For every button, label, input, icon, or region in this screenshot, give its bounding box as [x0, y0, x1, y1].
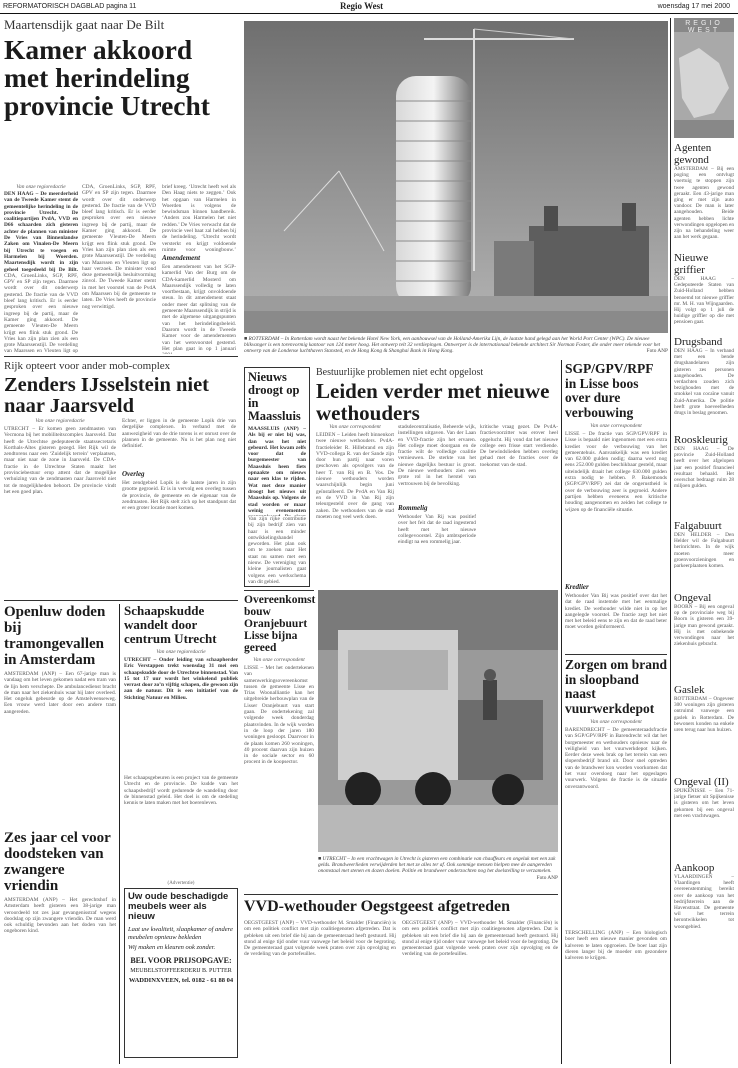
lead-article [4, 18, 238, 120]
square-bullet-icon: ■ [244, 336, 248, 342]
tram-headline: Openluw doden bij tramongevallen in Amsterdam [4, 604, 106, 668]
rotterdam-photo [244, 21, 668, 333]
oegstgeest-headline: VVD-wethouder Oegstgeest afgetreden [244, 898, 511, 915]
leiden-byline: Van onze correspondent [329, 424, 381, 430]
zenders-subhead: Overleg [122, 470, 145, 478]
lead-byline: Van onze regioredactie [16, 184, 66, 190]
divider [565, 654, 667, 655]
schaap-body: UTRECHT – Onder leiding van schaapherder Eric Verstappen trekt woensdag 31 mei een schaapskudde door de Utrechtse binnenstad. Van 15 tot 17 uur wordt het winkelend publiek verrast door zo’n vijftig schapen, die gewoon zijn aan de natuur. Dit is een initiatief van de Stichting Natuur en Milieu. [124, 657, 238, 701]
column-rule [561, 360, 562, 1064]
ad-address: WADDINXVEEN, tel. 0182 - 61 88 04 [128, 977, 234, 984]
zenders-body: UTRECHT – Er komen geen zendmasten van Vecmona bij het mobiliteitscomplex Jaarsveld. Dat heeft de Utrechtse gedeputeerde staatssecretaris Korthals-Altes gisteren gezegd. Het Rijk wil de zendtorens naar een ‘Zuidelijk terrein’ verplaatsen, maar niet naar de zone in Jaarsveld. De CDA-fractie in de Utrechtse Staten maakt het provinciebestuur erop attent dat de mogelijke verhuizing van de zendmasten naar Jaarsveld niet tot de mogelijkheden behoort. De provincie vindt het een goed plan. [4, 426, 116, 495]
lisse-byline: Van onze correspondent [253, 657, 305, 663]
zes-jaar-headline: Zes jaar cel voor doodsteken van zwangere vriendin [4, 830, 111, 894]
tram-article [4, 604, 116, 1064]
leiden-kicker: Bestuurlijke problemen niet echt opgelost [316, 367, 484, 378]
sidebar-item-body-3: DEN HAAG – De provincie Zuid-Holland heeft over het afgelopen jaar een positief financieel resultaat behaald. Het overschot bedraagt ruim 28 miljoen gulden. [674, 446, 734, 490]
divider [4, 356, 238, 357]
schaap-headline: Schaapskudde wandelt door centrum Utrecht [124, 603, 217, 646]
banner-label: REGIO WEST [685, 20, 723, 34]
zorgen-headline: Zorgen om brand in sloopband naast vuurwerkdepot [565, 657, 668, 716]
sidebar-item-body-7: SPIJKENISSE – Een 71-jarige fietser uit Spijkenisse is gisteren om het leven gekomen bij een ongeval met een vrachtwagen. [674, 788, 734, 819]
lead-col3 [162, 184, 236, 352]
utrecht-photo [318, 590, 558, 852]
zorgen-body2: TERSCHELLING (ANP) – Een biologisch boer heeft een nieuwe manier gevonden om kalveren te laten opgroeien. De boer laat zijn dieren langer bij de moeder om gezondere kalveren te krijgen. [565, 930, 667, 962]
rotterdam-skyline-image [244, 21, 668, 333]
divider [244, 590, 314, 591]
sidebar-news [674, 142, 734, 1062]
lead-subhead: Amendement [162, 254, 201, 262]
sgp-body: LISSE – De fractie van SGP/GPV/RPF in Lisse is bepaald niet ingenomen met een extra krediet voor de verbouwing van het gemeentehuis. Aanvankelijk was een krediet van 62.000 gulden nodig; daarna werd nog eens 252.000 gulden beschikbaar gesteld, maar uiteindelijk draait het college 630.000 gulden extra nodig te hebben. P. Bakemonds (SGP/GPV/RPF) zei dat de ongerustheid is over de verbouwing zeer is gegroeid. Andere partijen hebben eveneens een kritische houding aangenomen en zeiden het college te wijzen op de financiële situatie. [565, 431, 667, 513]
lead-col1 [4, 184, 78, 352]
zorgen-byline: Van onze correspondent [590, 719, 642, 725]
lead-col3-text: brief kreeg. ‘Utrecht heeft wel als Den Haag niets te zeggen.’ Ook het opgaan van Harmelen in Woerden is volgens de bewindsman binnen handbereik. ‘Anders zou Harmelen het niet redden.’ De Vries verwacht dat de provincie veel baat zal hebben bij de herindeling. ‘Utrecht wordt versterkt en krijgt voldoende ruimte voor woningbouw.’ [162, 184, 236, 252]
lead-body-col2: CDA, GroenLinks, SGP, RPF, GPV en SP zijn tegen. Daarmee wordt over dit onderwerp gestemd. De fractie van de VVD bleef lang kritisch. Er is eerder gesproken over een nieuwe ingreep bij de partij, maar de Kamer ging akkoord. De gemeente Vleuten-De Meern krijgt een flink stuk grond. De Vries kan zijn plan zien als een grote Maarssenstijl. De verdeling van Maarssen en Vleuten ligt op haar verzoek. De minister vond deze gemeentelijk besluitvorming zinvol. De Tweede Kamer stemt in met het voorstel van de PvdA om Maarssen bij de gemeente te laten. De Vries heeft de provincie nog verwittigd. [82, 184, 156, 310]
zenders-kicker: Rijk opteert voor ander mob-complex [4, 360, 171, 372]
sgp-article [565, 362, 667, 652]
zenders-col2 [122, 418, 236, 598]
lead-col3b-text: Een amendement van het SGP-kamerlid Van der Burg om de CDA-kamerlid Mosterd om Maarssendijk volledig te laten voortbestaan, krijgt onvoldoende steun. In dit amendement staat onder meer dat splitsing van de gemeente Maarssendijk in strijd is met de algemene uitgangspunten van het herindelingsbeleid. Daarom wordt in de Tweede Kamer voor de amendementen van het wetsvoorstel gestemd. Het plan gaat in op 1 januari [162, 264, 236, 352]
sidebar-item-body-8: VLAARDINGEN – Vlaardingen heeft overeenstemming bereikt over de aankoop van het bedrijfsterrein aan de Havenstraat. De gemeente wil het terrein herontwikkelen tot woongebied. [674, 874, 734, 930]
oegstgeest-col2 [402, 920, 558, 1064]
masthead-date: woensdag 17 mei 2000 [657, 3, 730, 10]
photo-credit: Foto ANP [646, 348, 668, 355]
sgp-subhead: Kredlier [565, 583, 589, 591]
sidebar-item-body-1: DEN HAAG – Gedeputeerde Staten van Zuid-Holland hebben benoemd tot nieuwe griffier mr. M. H. van Wijngaarden. Hij volgt op 1 juli de huidige griffier op die met pensioen gaat. [674, 276, 734, 326]
lead-intro: DEN HAAG – De meerderheid van de Tweede Kamer stemt de gemeentelijke herindeling in de provincie Utrecht. De coalitiepartijen PvdA, VVD en D66 schaarden zich gisteren achter de plannen van minister De Vries van Binnenlandse Zaken om Vinalen-De Meern bij Utrecht te voegen en Harmelen bij Woerden. Maartensdijk wordt in zijn geheel toegedeeld bij De Bilt. [4, 191, 78, 273]
leiden-col3 [480, 424, 558, 584]
schaap-body2: Het schaapsgebeuren is een project van de gemeente Utrecht en de provincie. De kudde van het schaapsbedrijf wordt gedurende de wandeling door de binnenstad geleid. Het doel is om de stedeling kennis te laten maken met het boerenleven. [124, 775, 238, 807]
leiden-col1 [316, 424, 394, 584]
lead-kicker: Maartensdijk gaat naar De Bilt [4, 17, 165, 32]
masthead [0, 0, 738, 14]
ad-tag: Wij maken en kleuren ook zonder. [128, 944, 216, 951]
utrecht-caption [318, 856, 558, 890]
oegstgeest-body-col2: OEGSTGEEST (ANP) – VVD-wethouder M. Smalder (Financiën) is om een politiek conflict met zijn coalitiegenoten afgetreden. Dat is gebleken uit een brief die hij aan de gemeenteraad heeft gestuurd. Hij stond al enige tijd onder vuur vanwege het beleid voor de begroting. De gemeenteraad gaat volgende week praten over zijn opvolging en de verdeling van de portefeuilles. [402, 920, 558, 958]
schaap-byline: Van onze regioredactie [156, 649, 206, 655]
zes-jaar-body: AMSTERDAM (ANP) – Het gerechtshof in Amsterdam heeft gisteren een 38-jarige man veroordeeld tot zes jaar gevangenisstraf wegens doodslag op zijn zwangere vriendin. De man werd ook schuldig bevonden aan het doden van het ongeboren kind. [4, 897, 116, 935]
square-bullet-icon: ■ [318, 856, 322, 862]
zorgen-body: BARENDRECHT – De gemeenteraadsfractie van SGP/GPV/RPF in Barendrecht wil dat het burgemeester en wethouders opnieuw naar de veiligheid van het vuurwerkdepot kijken. Eerder deze week brak op het terrein van een slopersbedrijf brand uit. Door snel optreden van de brandweer kon worden voorkomen dat het vuur oversloeg naar het opgeslagen vuurwerk. Volgens de fractie is de situatie onverantwoord. [565, 727, 667, 790]
lisse-body: LISSE – Met het ondertekenen van samenwerkingsovereenkomst tussen de gemeente Lisse en Trias Woonalliantie kan het uitgebreide herbouwplan van de Lisser Oranjebuurt van start gaan. De ondertekening zal volgende week donderdag plaatsvinden. In de wijk worden in de loop der jaren 180 woningen gesloopt. Daarvoor in de plaats komen 260 woningen, 40 procent daarvan zijn huizen in de sociale sector en 60 procent in de koopsector. [244, 665, 314, 766]
sidebar-divider [670, 18, 671, 1064]
maassluis-body2: Van zijn rijke contributie bij zijn bedrijf zien van haar is een minder ontwikkelingshandel geworden. Het plan ook om te zoeken naar Het staat nu samen met een nieuw. De vereniging van kleine journalisten gaat volgens een werkschema van dit gebied. [248, 516, 306, 585]
sidebar-item-title-0: Agenten gewond [674, 142, 712, 166]
leiden-article [316, 367, 556, 424]
masthead-left: REFORMATORISCH DAGBLAD pagina 11 [3, 3, 137, 10]
tram-body: AMSTERDAM (ANP) – Een 67-jarige man is vandaag om het leven gekomen nadat een tram van de lijn hem verschepte. De ambulancedienst bracht de man naar het ziekenhuis waar hij later overleed. Het ongeluk gebeurde op de Amstelveenseweg. Een vrouw werd later door een andere tram aangereden. [4, 671, 116, 715]
section-title: Regio West [340, 1, 384, 11]
lisse-article [244, 594, 314, 864]
ad-firm: MEUBELSTOFFEERDERIJ B. PUTTER [130, 968, 232, 974]
rotterdam-caption [244, 336, 668, 362]
oegstgeest-article [244, 898, 558, 915]
maassluis-article [244, 367, 310, 587]
lead-headline: Kamer akkoord met herindeling provincie Utrecht [4, 34, 210, 121]
sgp-body2: Wethouder Van Bij was positief over dat het dat de raad instemde met het eenmalige krediet. De wethouder wilde niet in op het aangelegde voorstel. De fractie zegt het niet met het beleid eens te zijn en dat de raad beter moet worden geïnformeerd. [565, 593, 667, 631]
utrecht-caption-text: UTRECHT – In een vrachtwagen in Utrecht is gisteren een combinatie van chauffeurs en ongeluk met een zak gelds. Brandweerlieden verwijderden het met ze alles ter af. Ook sommige mensen hielpen mee de aangereden onomstaal met stenen en dozen doelen. Politie en brandweer onderzochten nog het doelstelling te verzamelen. [318, 856, 556, 875]
sidebar-item-body-4: DEN HELDER – Den Helder wil de Falgabuurt herinrichten. In de wijk moeten meer groenvoorzieningen en parkeerplaatsen komen. [674, 532, 734, 570]
sidebar-item-body-5: BOORN – Bij een ongeval op de provinciale weg bij Boorn is gisteren een 39-jarige man gewond geraakt. Hij is met onbekende verwondingen naar het ziekenhuis gebracht. [674, 604, 734, 648]
zenders-col1 [4, 418, 116, 598]
utrecht-photo-credit: Foto ANP [536, 874, 558, 881]
zenders-byline: Van onze regioredactie [35, 418, 85, 424]
zenders-article [4, 360, 238, 417]
zenders-col2-text: Echter, er liggen in de gemeente Lopik drie van dergelijke complexen. In verband met de aanwezigheid van de drie torens is er onrust over de plannen in de gemeente. Nu is het plan nog niet definitief. [122, 418, 236, 450]
schaap-article [124, 604, 238, 1064]
sidebar-item-body-0: AMSTERDAM – Bij een poging een ontvlugt voertuig te stoppen zijn twee agenten gewond geraakt. Een 43-jarige man ging er met zijn auto vandoor. De man is later aangehouden. Beide agenten hebben lichte verwondingen opgelopen en zijn na behandeling weer aan het werk gegaan. [674, 166, 734, 241]
leiden-col2 [398, 424, 476, 584]
oegstgeest-body: OEGSTGEEST (ANP) – VVD-wethouder M. Smalder (Financiën) is om een politiek conflict met zijn coalitiegenoten afgetreden. Dat is gebleken uit een brief die hij aan de gemeenteraad heeft gestuurd. Hij stond al enige tijd onder vuur vanwege het beleid voor de begroting. De gemeenteraad gaat volgende week praten over zijn opvolging en de verdeling van de portefeuilles. [244, 920, 396, 958]
sidebar-item-title-6: Gaslek [674, 684, 705, 696]
sidebar-item-body-2: DEN HAAG – In verband met een bende drugshandelaren zijn gisteren zes personen aangehouden. De verdachten zouden zich bezighouden met de smokkel van cocaïne vanuit Zuid-Amerika. De politie heeft grote hoeveelheden drugs in beslag genomen. [674, 348, 734, 417]
zenders-headline: Zenders IJsselstein niet naar Jaarsveld [4, 374, 209, 417]
ad-label: (Advertentie) [167, 881, 195, 886]
sidebar-item-body-6: ROTTERDAM – Ongeveer 300 woningen zijn gisteren ontruimd vanwege een gaslek in Rotterdam. De bewoners konden na enkele uren terug naar hun huizen. [674, 696, 734, 734]
lead-body: CDA, GroenLinks, SGP, RPF, GPV en SP zijn tegen. Daarmee wordt over dit onderwerp gestemd. De fractie van de VVD bleef lang kritisch. Er is eerder gesproken over een nieuwe ingreep bij de partij, maar de Kamer ging akkoord. De gemeente Vleuten-De Meern krijgt een flink stuk grond. De Vries kan zijn plan zien als een grote Maarssenstijl. De verdeling van Maarssen en Vleuten ligt op [4, 272, 78, 353]
leiden-subhead: Rommelig [398, 504, 428, 512]
sgp-byline: Van onze correspondent [590, 423, 642, 429]
leiden-col2b-text: Wethouder Van Rij was positief over het feit dat de raad ingestemd heeft met het nieuwe collegevoorstel. Zijn ambtsperiode eindigt na een rommelig jaar. [398, 514, 476, 546]
regio-map-image [674, 18, 734, 138]
leiden-col3-text: kritische vraag gezet. De PvdA-fractievoorzitter was erover heel opgelucht. Hij vond dat het nieuwe college een frisse start verdiende. De bewindslieden hebben overleg gehad met de fracties over de toekomst van de stad. [480, 424, 558, 468]
truck-photo-image [318, 590, 558, 852]
oegstgeest-col1 [244, 920, 396, 1064]
ad-cta: BEL VOOR PRIJSOPGAVE: [130, 956, 232, 965]
leiden-col2-text: stadsdecentralisatie, Beheerde wijk, instellingen uitgaven. Van der Laan en VVD-fractie zijn het ervaren. Het college moet doorgaan en de fractie wilt de volledige coalitie vernieuwen. De sterkte van het nieuwe dagelijks bestuur is groot. De nieuwe wethouders zien een grote rol in het herstel van vertrouwen bij de bevolking. [398, 424, 476, 487]
divider [244, 894, 558, 895]
lisse-headline: Overeenkomst bouw Oranjebuurt Lisse bijna gereed [244, 594, 316, 654]
sidebar-item-title-1: Nieuwe griffier [674, 252, 709, 276]
zenders-col2b-text: Het zendgebied Lopik is de laatste jaren in zijn grootte gegroeid. Er is in vervolg een overleg tussen de provincie, de gemeente en de eigenaar van de zendmasten. Het Rijk stelt zich op het standpunt dat er een groter locatie moet komen. [122, 480, 236, 512]
sidebar-item-title-4: Falgabuurt [674, 520, 722, 532]
column-rule [119, 604, 120, 1064]
photo-caption-text: ROTTERDAM – In Rotterdam wordt naast het bekende Hotel New York, een aanbouwsel van de Holland-Amerika Lijn, de laatste hand gelegd aan het World Port Center (WPC). De nieuwe blikvanger is een torenvormig kantoor van 124 meter hoog. Het ontwerp telt 32 verdiepingen. Ontwerper is de internationaal bekende architect Sir Norman Foster, die onder meer tekende voor het ontwerp van de Londense luchthaven Stansted, en de Hong Kong & Shanghai Bank in Hong Kong. [244, 336, 661, 355]
ad-headline: Uw oude beschadigde meubels weer als nieuw [128, 891, 229, 922]
ad-sub: Laat uw kwaliteit, slaapkamer of andere meubelen opnieuw bekleden [128, 926, 233, 941]
sgp-headline: SGP/GPV/RPF in Lisse boos over dure verbouwing [565, 361, 653, 420]
divider [4, 600, 238, 601]
sidebar-banner [674, 18, 734, 138]
maassluis-body: MAASSLUIS (ANP) – Als bij er niet bij was, dan was het niet gebeurd. Het kwam zelfs voor dat de burgemeester van Maassluis heen fiets opnaakte om nieuws naar een klas te rijden. Wat met deze manier droogt het nieuws uit Maassluis op. Volgens de stad worden er maar weinig evenementen [248, 426, 306, 514]
sidebar-item-title-2: Drugsband [674, 336, 723, 348]
lead-col2 [82, 184, 156, 352]
leiden-headline: Leiden verder met nieuwe wethouders [316, 379, 550, 425]
sidebar-item-title-3: Rooskleurig [674, 434, 728, 446]
sidebar-item-title-8: Aankoop [674, 862, 715, 874]
sidebar-item-title-7: Ongeval (II) [674, 776, 729, 788]
sidebar-item-title-5: Ongeval [674, 592, 712, 604]
zorgen-article [565, 658, 667, 1062]
leiden-body: LEIDEN – Leiden heeft binnenkort twee nieuwe wethouders. PvdA-fractieleider R. Hillebrand en zijn VVD-collega R. van der Sande zijn door hun partij naar voren geschoven als opvolgers van de heer T. van Rij en B. Vos. De nieuwe wethouders worden waarschijnlijk begin juni geïnstalleerd. De PvdA en Van Rij en de VVD in Van Rij zijn teleurgesteld over de gang van zaken. De wethouders van de stad moeten nog veel werk doen. [316, 432, 394, 520]
maassluis-headline: Nieuws droogt op in Maassluis [248, 370, 301, 423]
meubel-advertisement[interactable] [124, 888, 238, 1058]
